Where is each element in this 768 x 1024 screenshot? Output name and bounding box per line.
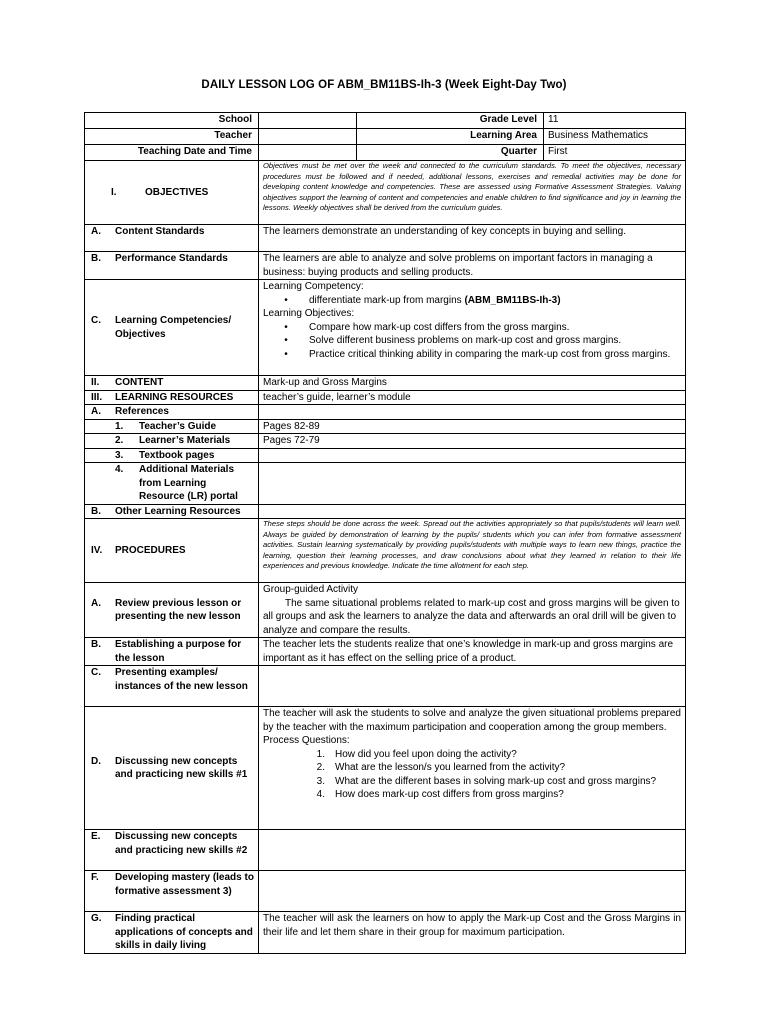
learning-objective-item <box>263 321 681 335</box>
lesson-log-table <box>84 112 686 954</box>
procedure-applications-value: The teacher will ask the learners on how to apply the Mark-up Cost and the Gross Margins in their life and let them share in their group for maximum participation. <box>259 912 686 954</box>
content-standards-label-cell <box>85 225 259 252</box>
competencies-letter: C. <box>91 315 101 326</box>
content-standards-value: The learners demonstrate an understanding of key concepts in buying and selling. <box>259 225 686 252</box>
procedure-discussion-2-label-cell <box>85 830 259 871</box>
reference-row <box>85 434 686 449</box>
procedure-review-value-cell <box>259 583 686 638</box>
procedure-discussion-1-label: Discussing new concepts and practicing new skills #1 <box>115 755 248 780</box>
procedure-purpose-row <box>85 638 686 666</box>
objectives-label-cell <box>85 161 259 225</box>
teaching-date-value <box>259 145 357 161</box>
procedure-purpose-label-cell <box>85 638 259 666</box>
procedure-discussion-1-value-cell <box>259 707 686 830</box>
procedures-label: PROCEDURES <box>115 544 186 556</box>
procedure-applications-row <box>85 912 686 954</box>
reference-label-cell <box>85 448 259 463</box>
procedure-review-row <box>85 583 686 638</box>
procedure-applications-letter: G. <box>91 913 102 924</box>
reference-label: Learner’s Materials <box>139 435 231 446</box>
bullet-icon: • <box>284 321 288 333</box>
procedure-discussion-2-label: Discussing new concepts and practicing new skills #2 <box>115 831 248 856</box>
reference-value: Pages 82-89 <box>259 419 686 434</box>
process-question-num: 4. <box>316 789 325 800</box>
procedure-purpose-label: Establishing a purpose for the lesson <box>115 639 242 664</box>
competency-text: differentiate mark-up from margins <box>309 294 462 306</box>
teacher-value <box>259 129 357 145</box>
reference-label: Textbook pages <box>139 449 215 461</box>
learning-objective-text: Solve different business problems on mark-up cost and gross margins. <box>309 335 622 346</box>
process-questions-list <box>263 748 681 802</box>
objectives-num: I. <box>111 186 117 198</box>
learning-objective-text: Compare how mark-up cost differs from the gross margins. <box>309 321 570 333</box>
grade-level-label: Grade Level <box>357 113 544 129</box>
reference-num: 3. <box>115 449 124 461</box>
bullet-icon: • <box>284 348 288 360</box>
performance-standards-label: Performance Standards <box>115 253 228 264</box>
school-label: School <box>85 113 259 129</box>
procedure-discussion-2-value <box>259 830 686 871</box>
learning-area-label: Learning Area <box>357 129 544 145</box>
procedure-applications-label: Finding practical applications of concepts and skills in daily living <box>115 913 253 951</box>
competencies-label-cell <box>85 280 259 376</box>
teaching-date-label: Teaching Date and Time <box>85 145 259 161</box>
content-value: Mark-up and Gross Margins <box>259 376 686 391</box>
quarter-label: Quarter <box>357 145 544 161</box>
content-standards-label: Content Standards <box>115 226 205 237</box>
procedure-examples-label: Presenting examples/ instances of the new lesson <box>115 667 248 692</box>
process-question-item <box>263 761 681 775</box>
learning-resources-row <box>85 390 686 405</box>
content-label-cell <box>85 376 259 391</box>
procedure-discussion-2-row <box>85 830 686 871</box>
performance-standards-value: The learners are able to analyze and solve problems on important factors in managing a business: buying products and selling products. <box>259 252 686 280</box>
reference-row <box>85 448 686 463</box>
other-resources-label: Other Learning Resources <box>115 505 241 517</box>
procedure-purpose-value: The teacher lets the students realize that one’s knowledge in mark-up and gross margins are important as it has effect on the selling price of a product. <box>259 638 686 666</box>
procedure-discussion-1-label-cell <box>85 707 259 830</box>
procedures-row <box>85 519 686 583</box>
process-question-num: 3. <box>316 775 325 787</box>
competency-list <box>263 294 681 308</box>
procedure-examples-row <box>85 666 686 707</box>
document-title: DAILY LESSON LOG OF ABM_BM11BS-Ih-3 (Week Eight-Day Two) <box>201 79 567 91</box>
procedure-mastery-label: Developing mastery (leads to formative assessment 3) <box>115 872 254 897</box>
process-question-num: 2. <box>316 762 325 773</box>
performance-standards-row <box>85 252 686 280</box>
header-row-teacher <box>85 129 686 145</box>
process-question-text: What are the lesson/s you learned from the activity? <box>335 762 566 773</box>
procedure-review-value: The same situational problems related to mark-up cost and gross margins will be given to all groups and ask the learners to analyze the data and afterwards an oral drill will be given to analyze and compare the results. <box>263 597 680 636</box>
process-questions-heading: Process Questions: <box>263 735 350 746</box>
competency-item <box>263 294 681 308</box>
procedure-examples-label-cell <box>85 666 259 707</box>
procedure-applications-label-cell <box>85 912 259 954</box>
procedures-num: IV. <box>91 544 103 556</box>
procedure-mastery-row <box>85 871 686 912</box>
reference-value <box>259 448 686 463</box>
header-row-date <box>85 145 686 161</box>
learning-resources-label-cell <box>85 390 259 405</box>
process-question-item <box>263 775 681 789</box>
learning-area-value: Business Mathematics <box>544 129 686 145</box>
references-value <box>259 405 686 420</box>
bullet-icon: • <box>284 294 288 306</box>
performance-standards-letter: B. <box>91 253 101 264</box>
procedures-note: These steps should be done across the week. Spread out the activities appropriately so that pupils/students will learn well. Always be guided by demonstration of learning by the pupils/ students which you can infer from formative assessment activities. Sustain learning systematically by providing pupils/students with multiple ways to learn new things, practice the learning, question their learning processes, and draw conclusions about what they learned in relation to their life experiences and previous knowledge. Indicate the time allotment for each step. <box>259 519 686 583</box>
other-resources-row <box>85 504 686 519</box>
reference-value: Pages 72-79 <box>259 434 686 449</box>
other-resources-label-cell <box>85 504 259 519</box>
learning-objective-item <box>263 348 681 362</box>
learning-objectives-list <box>263 321 681 362</box>
references-label: References <box>115 406 169 417</box>
content-num: II. <box>91 377 100 388</box>
procedure-examples-letter: C. <box>91 667 101 678</box>
reference-row <box>85 419 686 434</box>
learning-resources-value: teacher’s guide, learner’s module <box>259 390 686 405</box>
process-question-text: What are the different bases in solving mark-up cost and gross margins? <box>335 775 657 787</box>
reference-label-cell <box>85 419 259 434</box>
competencies-value-cell <box>259 280 686 376</box>
references-letter: A. <box>91 406 101 417</box>
content-label: CONTENT <box>115 377 164 388</box>
references-row <box>85 405 686 420</box>
content-standards-letter: A. <box>91 226 101 237</box>
reference-label-cell <box>85 463 259 505</box>
procedure-review-heading: Group-guided Activity <box>263 584 359 595</box>
objectives-note: Objectives must be met over the week and connected to the curriculum standards. To meet the objectives, necessary procedures must be followed and if needed, additional lessons, exercises and remedial activities may be done for developing content knowledge and competencies. These are assessed using Formative Assessment Strategies. Valuing objectives support the learning of content and competencies and enable children to find significance and joy in learning the lessons. Weekly objectives shall be derived from the curriculum guides. <box>259 161 686 225</box>
procedure-review-label-cell <box>85 583 259 638</box>
competency-code: (ABM_BM11BS-Ih-3) <box>464 294 561 306</box>
reference-label-cell <box>85 434 259 449</box>
learning-resources-num: III. <box>91 391 103 403</box>
reference-num: 2. <box>115 435 124 446</box>
header-row-school <box>85 113 686 129</box>
reference-num: 4. <box>115 464 124 475</box>
procedure-purpose-letter: B. <box>91 639 101 650</box>
grade-level-value: 11 <box>544 113 686 129</box>
quarter-value: First <box>544 145 686 161</box>
reference-row <box>85 463 686 505</box>
procedure-examples-value <box>259 666 686 707</box>
procedure-discussion-1-row <box>85 707 686 830</box>
objectives-label: OBJECTIVES <box>145 186 209 198</box>
learning-objectives-heading: Learning Objectives: <box>263 308 355 319</box>
content-standards-row <box>85 225 686 252</box>
procedure-review-label: Review previous lesson or presenting the new lesson <box>115 597 242 622</box>
references-label-cell <box>85 405 259 420</box>
learning-resources-label: LEARNING RESOURCES <box>115 391 234 403</box>
reference-label: Teacher’s Guide <box>139 420 217 432</box>
process-question-item <box>263 788 681 802</box>
procedure-discussion-2-letter: E. <box>91 831 101 842</box>
other-resources-value <box>259 504 686 519</box>
procedure-discussion-1-value: The teacher will ask the students to solve and analyze the given situational problems prepared by the teacher with the maximum participation and cooperation among the group members. <box>263 708 681 733</box>
process-question-text: How did you feel upon doing the activity? <box>335 748 517 760</box>
competencies-row <box>85 280 686 376</box>
school-value <box>259 113 357 129</box>
content-row <box>85 376 686 391</box>
performance-standards-label-cell <box>85 252 259 280</box>
process-question-num: 1. <box>316 748 325 760</box>
competency-heading: Learning Competency: <box>263 281 364 292</box>
other-resources-letter: B. <box>91 505 101 517</box>
procedure-discussion-1-letter: D. <box>91 755 101 767</box>
learning-objective-text: Practice critical thinking ability in comparing the mark-up cost from gross margins. <box>309 348 671 360</box>
process-question-item <box>263 748 681 762</box>
procedure-mastery-value <box>259 871 686 912</box>
procedure-mastery-letter: F. <box>91 872 99 883</box>
process-question-text: How does mark-up cost differs from gross margins? <box>335 789 564 800</box>
reference-label: Additional Materials from Learning Resource (LR) portal <box>139 464 238 502</box>
reference-value <box>259 463 686 505</box>
competencies-label: Learning Competencies/ Objectives <box>115 315 232 340</box>
objectives-row <box>85 161 686 225</box>
reference-num: 1. <box>115 420 124 432</box>
bullet-icon: • <box>284 335 288 346</box>
teacher-label: Teacher <box>85 129 259 145</box>
learning-objective-item <box>263 334 681 348</box>
procedures-label-cell <box>85 519 259 583</box>
procedure-review-letter: A. <box>91 597 101 609</box>
procedure-mastery-label-cell <box>85 871 259 912</box>
